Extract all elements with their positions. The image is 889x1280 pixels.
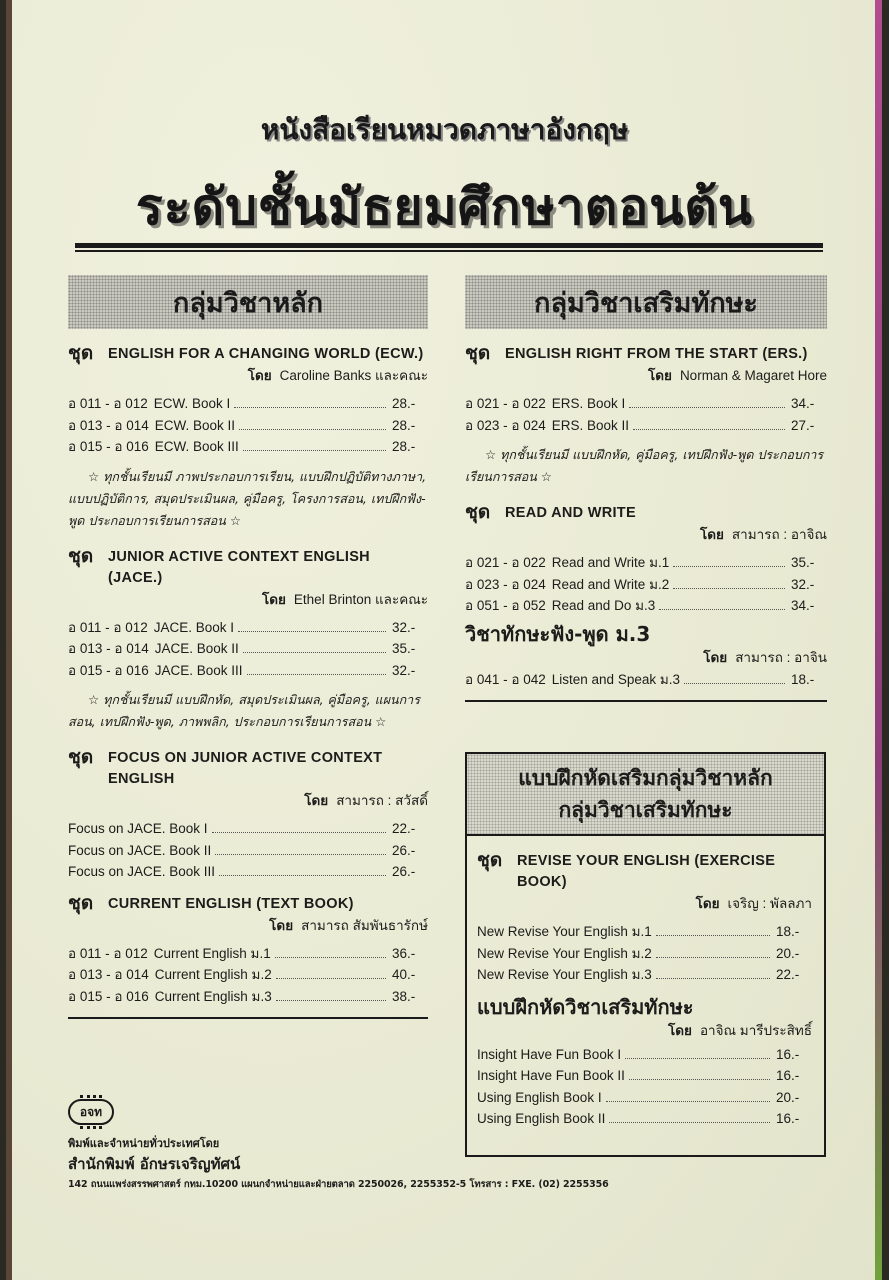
book-price: 35.-	[791, 555, 815, 570]
core-subjects-band: กลุ่มวิชาหลัก	[68, 275, 428, 329]
book-item	[68, 986, 428, 1008]
book-name: JACE. Book III	[154, 662, 243, 678]
book-price: 22.-	[776, 967, 800, 982]
book-price: 35.-	[392, 641, 416, 656]
book-price: 18.-	[776, 924, 800, 939]
dot-leader	[219, 875, 386, 876]
exercise-box-body	[467, 836, 824, 1130]
exercise-books-box	[465, 752, 826, 1157]
book-price: 27.-	[791, 417, 815, 433]
dot-leader	[276, 1000, 386, 1001]
book-item	[68, 638, 428, 660]
series-author	[68, 790, 428, 812]
book-name: Current English ม.2	[154, 967, 272, 982]
book-code: อ 023 - อ 024	[465, 417, 546, 433]
book-item	[477, 921, 812, 943]
dot-leader	[276, 978, 386, 979]
book-code: อ 021 - อ 022	[465, 555, 546, 570]
by-prefix: โดย	[668, 1022, 692, 1039]
dot-leader	[673, 588, 785, 589]
book-name: JACE. Book II	[154, 641, 239, 656]
book-item	[68, 964, 428, 986]
dot-leader	[633, 429, 785, 430]
series-title: ENGLISH RIGHT FROM THE START (ERS.)	[505, 346, 808, 362]
publisher-address: 142 ถนนแพร่งสรรพศาสตร์ กทม.10200 แผนกจำหน่ายและฝ่ายตลาด 2250026, 2255352-5 โทรสาร : FXE. (02) 2255356	[68, 1179, 609, 1190]
book-name: Current English ม.3	[154, 988, 272, 1004]
book-name: ECW. Book III	[154, 439, 239, 454]
series-note: ☆ ทุกชั้นเรียนมี ภาพประกอบการเรียน, แบบฝึกปฏิบัติทางภาษา, แบบปฏิบัติการ, สมุดประเมินผล, คู่มือครู, โครงการสอน, เทปฝึกฟัง-พูด ประกอบการเรียนการสอน ☆	[68, 468, 427, 528]
series-prefix: ชุด	[68, 746, 94, 768]
dot-leader	[659, 609, 785, 610]
series-note: ☆ ทุกชั้นเรียนมี แบบฝึกหัด, สมุดประเมินผล, คู่มือครู, แผนการสอน, เทปฝึกฟัง-พูด, ภาพพลิก, ประกอบการเรียนการสอน ☆	[68, 692, 420, 729]
book-price: 22.-	[392, 821, 416, 836]
book-name: New Revise Your English ม.1	[477, 924, 652, 939]
book-name: ERS. Book II	[551, 417, 630, 433]
book-item	[68, 818, 428, 840]
book-item	[477, 1108, 812, 1130]
book-item	[465, 415, 827, 437]
book-price: 20.-	[776, 1089, 800, 1105]
publisher-name: สำนักพิมพ์ อักษรเจริญทัศน์	[68, 1155, 241, 1173]
series-title: REVISE YOUR ENGLISH (EXERCISE BOOK)	[517, 853, 776, 890]
dot-leader	[243, 450, 386, 451]
by-prefix: โดย	[703, 649, 728, 666]
series-author	[477, 1020, 812, 1042]
by-prefix: โดย	[304, 793, 329, 809]
column-end-rule	[465, 700, 827, 702]
book-price: 38.-	[392, 988, 416, 1004]
book-price: 20.-	[776, 945, 800, 961]
dot-leader	[238, 631, 386, 632]
book-price: 26.-	[392, 864, 416, 879]
dot-leader	[629, 407, 785, 408]
book-price: 40.-	[392, 967, 416, 982]
dot-leader	[239, 429, 386, 430]
author-name: สามารถ สัมพันธารักษ์	[301, 917, 428, 933]
book-name: Focus on JACE. Book I	[68, 821, 208, 836]
book-item	[68, 840, 428, 862]
series-author	[465, 524, 827, 546]
book-name: Read and Do ม.3	[551, 598, 656, 613]
book-code: อ 015 - อ 016	[68, 439, 149, 454]
book-item	[465, 574, 827, 596]
book-code: อ 011 - อ 012	[68, 619, 148, 635]
book-item	[68, 415, 428, 437]
book-item	[477, 964, 812, 986]
book-name: Focus on JACE. Book II	[68, 842, 212, 858]
author-name: Norman & Magaret Hore	[679, 368, 827, 383]
dot-leader	[684, 683, 785, 684]
book-price: 32.-	[791, 576, 815, 592]
book-code: อ 015 - อ 016	[68, 662, 149, 678]
book-code: อ 021 - อ 022	[465, 396, 546, 411]
book-name: New Revise Your English ม.2	[477, 945, 652, 961]
dot-leader	[275, 957, 386, 958]
book-item	[68, 660, 428, 682]
author-name: Caroline Banks และคณะ	[279, 368, 428, 383]
book-code: อ 023 - อ 024	[465, 576, 546, 592]
by-prefix: โดย	[695, 896, 720, 912]
publisher-distribution-line: พิมพ์และจำหน่ายทั่วประเทศโดย	[68, 1137, 220, 1150]
author-name: สามารถ : สวัสดิ์	[336, 793, 428, 808]
series-prefix: ชุด	[68, 342, 94, 364]
dot-leader	[606, 1101, 770, 1102]
book-code: อ 013 - อ 014	[68, 967, 149, 982]
book-item	[477, 1087, 812, 1109]
book-name: Using English Book II	[477, 1111, 606, 1126]
book-price: 28.-	[392, 396, 416, 411]
dot-leader	[234, 407, 386, 408]
series-ers-heading	[465, 343, 827, 365]
header-rule-thick	[75, 243, 823, 248]
book-item	[465, 669, 827, 691]
book-price: 18.-	[791, 671, 815, 687]
column-end-rule	[68, 1017, 428, 1019]
book-code: อ 041 - อ 042	[465, 671, 546, 687]
series-focus-heading	[68, 747, 428, 790]
skills-subjects-band: กลุ่มวิชาเสริมทักษะ	[465, 275, 827, 329]
book-item	[68, 861, 428, 883]
series-author	[465, 365, 827, 387]
book-name: New Revise Your English ม.3	[477, 967, 652, 982]
series-note: ☆ ทุกชั้นเรียนมี แบบฝึกหัด, คู่มือครู, เทปฝึกฟัง-พูด ประกอบการเรียนการสอน ☆	[465, 447, 824, 484]
exercise-box-band	[467, 754, 824, 836]
skills-exercise-heading: แบบฝึกหัดวิชาเสริมทักษะ	[477, 994, 694, 1019]
header-title-line1: หนังสือเรียนหมวดภาษาอังกฤษ	[260, 113, 629, 146]
author-name: เจริญ : พัลลภา	[727, 896, 812, 911]
book-name: ECW. Book II	[154, 417, 236, 433]
book-price: 36.-	[392, 945, 416, 961]
series-read-write-heading	[465, 502, 827, 524]
book-item	[477, 1044, 812, 1066]
series-author	[68, 915, 428, 937]
book-price: 26.-	[392, 842, 416, 858]
book-item	[477, 943, 812, 965]
book-name: ERS. Book I	[551, 396, 626, 411]
book-code: อ 011 - อ 012	[68, 945, 148, 961]
author-name: อาจิณ มารีประสิทธิ์	[699, 1022, 812, 1038]
book-name: Read and Write ม.1	[551, 555, 670, 570]
by-prefix: โดย	[648, 368, 672, 384]
book-code: อ 015 - อ 016	[68, 988, 149, 1004]
book-name: Read and Write ม.2	[551, 576, 670, 592]
series-title: READ AND WRITE	[505, 505, 636, 521]
book-item	[465, 552, 827, 574]
book-item	[68, 393, 428, 415]
dot-leader	[656, 935, 770, 936]
by-prefix: โดย	[269, 917, 294, 934]
book-code: อ 051 - อ 052	[465, 598, 546, 613]
book-price: 16.-	[776, 1111, 800, 1126]
book-name: Focus on JACE. Book III	[68, 864, 216, 879]
book-price: 16.-	[776, 1046, 800, 1062]
series-jace-heading	[68, 546, 428, 589]
book-price: 34.-	[791, 598, 815, 613]
book-price: 34.-	[791, 396, 815, 411]
book-name: Insight Have Fun Book I	[477, 1046, 622, 1062]
series-prefix: ชุด	[465, 342, 491, 364]
book-price: 32.-	[392, 662, 416, 678]
book-price: 28.-	[392, 439, 416, 454]
exercise-band-line2: กลุ่มวิชาเสริมทักษะ	[558, 798, 733, 822]
author-name: สามารถ : อาจิน	[735, 649, 827, 665]
book-price: 16.-	[776, 1068, 800, 1083]
book-item	[465, 595, 827, 617]
dot-leader	[656, 957, 770, 958]
book-name: ECW. Book I	[153, 396, 231, 411]
dot-leader	[656, 978, 770, 979]
book-item	[465, 393, 827, 415]
book-price: 32.-	[392, 619, 416, 635]
author-name: Ethel Brinton และคณะ	[293, 591, 428, 607]
skills-subjects-column	[465, 275, 827, 702]
book-code: อ 011 - อ 012	[68, 396, 148, 411]
publisher-logo-icon: อจท	[68, 1099, 114, 1125]
dot-leader	[243, 652, 386, 653]
series-prefix: ชุด	[465, 501, 491, 523]
series-title: JUNIOR ACTIVE CONTEXT ENGLISH (JACE.)	[108, 548, 370, 586]
author-name: สามารถ : อาจิณ	[731, 527, 827, 542]
series-revise-heading	[477, 850, 812, 893]
listen-speak-heading: วิชาทักษะฟัง-พูด ม.3	[465, 621, 651, 646]
dot-leader	[629, 1079, 770, 1080]
series-current-english-heading	[68, 893, 428, 915]
book-name: Current English ม.1	[153, 945, 271, 961]
series-ecw-heading	[68, 343, 428, 365]
dot-leader	[247, 674, 386, 675]
series-author	[68, 589, 428, 611]
series-title: CURRENT ENGLISH (TEXT BOOK)	[108, 895, 354, 912]
dot-leader	[625, 1058, 770, 1059]
book-item	[68, 943, 428, 965]
book-code: อ 013 - อ 014	[68, 641, 149, 656]
by-prefix: โดย	[261, 591, 286, 608]
book-name: Listen and Speak ม.3	[551, 671, 681, 687]
by-prefix: โดย	[247, 368, 272, 384]
core-subjects-column	[68, 275, 428, 1019]
series-title: ENGLISH FOR A CHANGING WORLD (ECW.)	[108, 346, 424, 362]
book-code: อ 013 - อ 014	[68, 417, 149, 433]
header-rule-thin	[75, 250, 823, 252]
dot-leader	[212, 832, 386, 833]
book-item	[68, 436, 428, 458]
book-name: JACE. Book I	[153, 619, 235, 635]
dot-leader	[673, 566, 785, 567]
series-author	[68, 365, 428, 387]
book-price: 28.-	[392, 417, 416, 433]
book-name: Using English Book I	[477, 1089, 602, 1105]
book-item	[68, 617, 428, 639]
series-author	[465, 647, 827, 669]
book-item	[477, 1065, 812, 1087]
series-title: FOCUS ON JUNIOR ACTIVE CONTEXT ENGLISH	[108, 750, 383, 787]
series-prefix: ชุด	[477, 849, 503, 871]
series-prefix: ชุด	[68, 544, 94, 567]
dot-leader	[215, 854, 386, 855]
book-name: Insight Have Fun Book II	[477, 1068, 625, 1083]
exercise-band-line1: แบบฝึกหัดเสริมกลุ่มวิชาหลัก	[518, 766, 773, 790]
by-prefix: โดย	[699, 527, 724, 543]
series-author	[477, 893, 812, 915]
series-prefix: ชุด	[68, 891, 94, 914]
dot-leader	[609, 1122, 770, 1123]
header-title-line2: ระดับชั้นมัธยมศึกษาตอนต้น	[135, 178, 754, 236]
